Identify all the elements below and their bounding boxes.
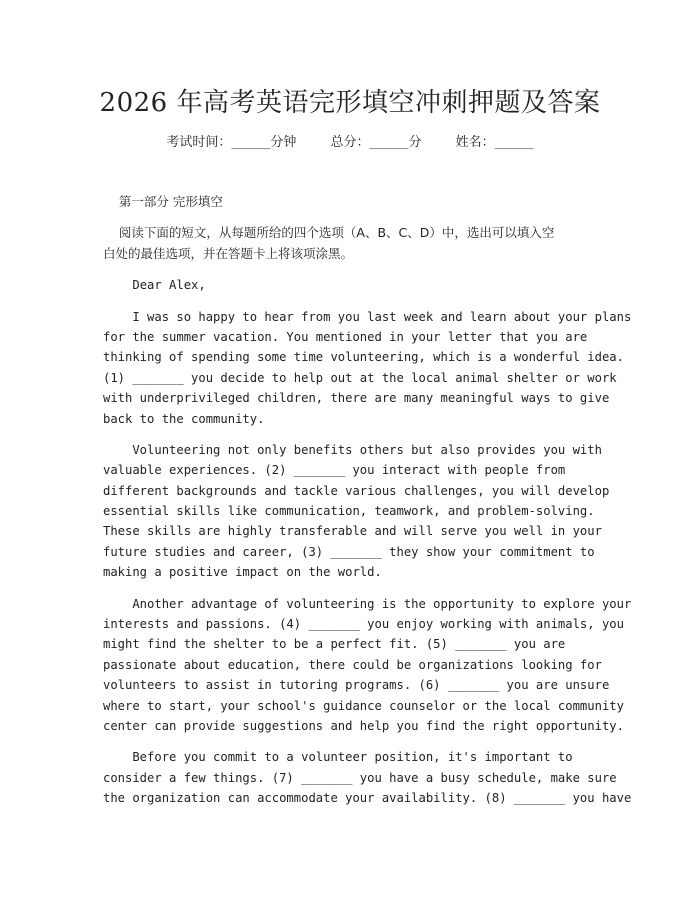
text-line: thinking of spending some time volunteering, which is a wonderful idea. (103, 350, 624, 365)
name-field: 姓名：______ (455, 135, 534, 150)
text-line: essential skills like communication, teamwork, and problem-solving. (103, 504, 595, 519)
text-line: I was so happy to hear from you last week and learn about your plans (103, 309, 632, 324)
text-line: where to start, your school's guidance counselor or the local community (103, 698, 624, 713)
total-score-field: 总分：______分 (330, 135, 422, 150)
text-line: (1) _______ you decide to help out at the local animal shelter or work (103, 370, 617, 385)
exam-time-field: 考试时间：______分钟 (166, 135, 297, 150)
text-line: different backgrounds and tackle various challenges, you will develop (103, 483, 610, 498)
text-line: Another advantage of volunteering is the opportunity to explore your (103, 596, 632, 611)
exam-meta (0, 131, 700, 150)
text-line: the organization can accommodate your availability. (8) _______ you have (103, 791, 632, 806)
text-line: Before you commit to a volunteer position, it's important to (103, 750, 573, 765)
text-line: center can provide suggestions and help you find the right opportunity. (103, 718, 624, 733)
text-line: consider a few things. (7) _______ you have a busy schedule, make sure (103, 770, 617, 785)
page-title: 2026 年高考英语完形填空冲刺押题及答案 (99, 88, 601, 118)
paragraph-3 (103, 594, 632, 737)
text-line: making a positive impact on the world. (103, 565, 382, 580)
paragraph-2 (103, 440, 610, 583)
greeting: Dear Alex, (132, 278, 206, 293)
text-line: These skills are highly transferable and will serve you well in your (103, 524, 602, 539)
text-line: passionate about education, there could be organizations looking for (103, 657, 602, 672)
text-line: interests and passions. (4) _______ you enjoy working with animals, you (103, 617, 624, 632)
text-line: future studies and career, (3) _______ they show your commitment to (103, 544, 595, 559)
text-line: valuable experiences. (2) _______ you interact with people from (103, 463, 566, 478)
paragraph-1 (103, 307, 632, 429)
text-line: Volunteering not only benefits others but also provides you with (103, 442, 602, 457)
instruction-line: 阅读下面的短文，从每题所给的四个选项（A、B、C、D）中，选出可以填入空 (118, 225, 555, 241)
text-line: might find the shelter to be a perfect fit. (5) _______ you are (103, 637, 566, 652)
text-line: volunteers to assist in tutoring programs. (6) _______ you are unsure (103, 678, 610, 693)
text-line: back to the community. (103, 411, 265, 426)
section-heading: 第一部分 完形填空 (118, 194, 223, 209)
paragraph-4 (103, 747, 632, 808)
instruction-line: 白处的最佳选项，并在答题卡上将该项涂黑。 (103, 245, 354, 261)
document-body (103, 192, 632, 809)
text-line: for the summer vacation. You mentioned in your letter that you are (103, 329, 588, 344)
text-line: with underprivileged children, there are many meaningful ways to give (103, 391, 610, 406)
